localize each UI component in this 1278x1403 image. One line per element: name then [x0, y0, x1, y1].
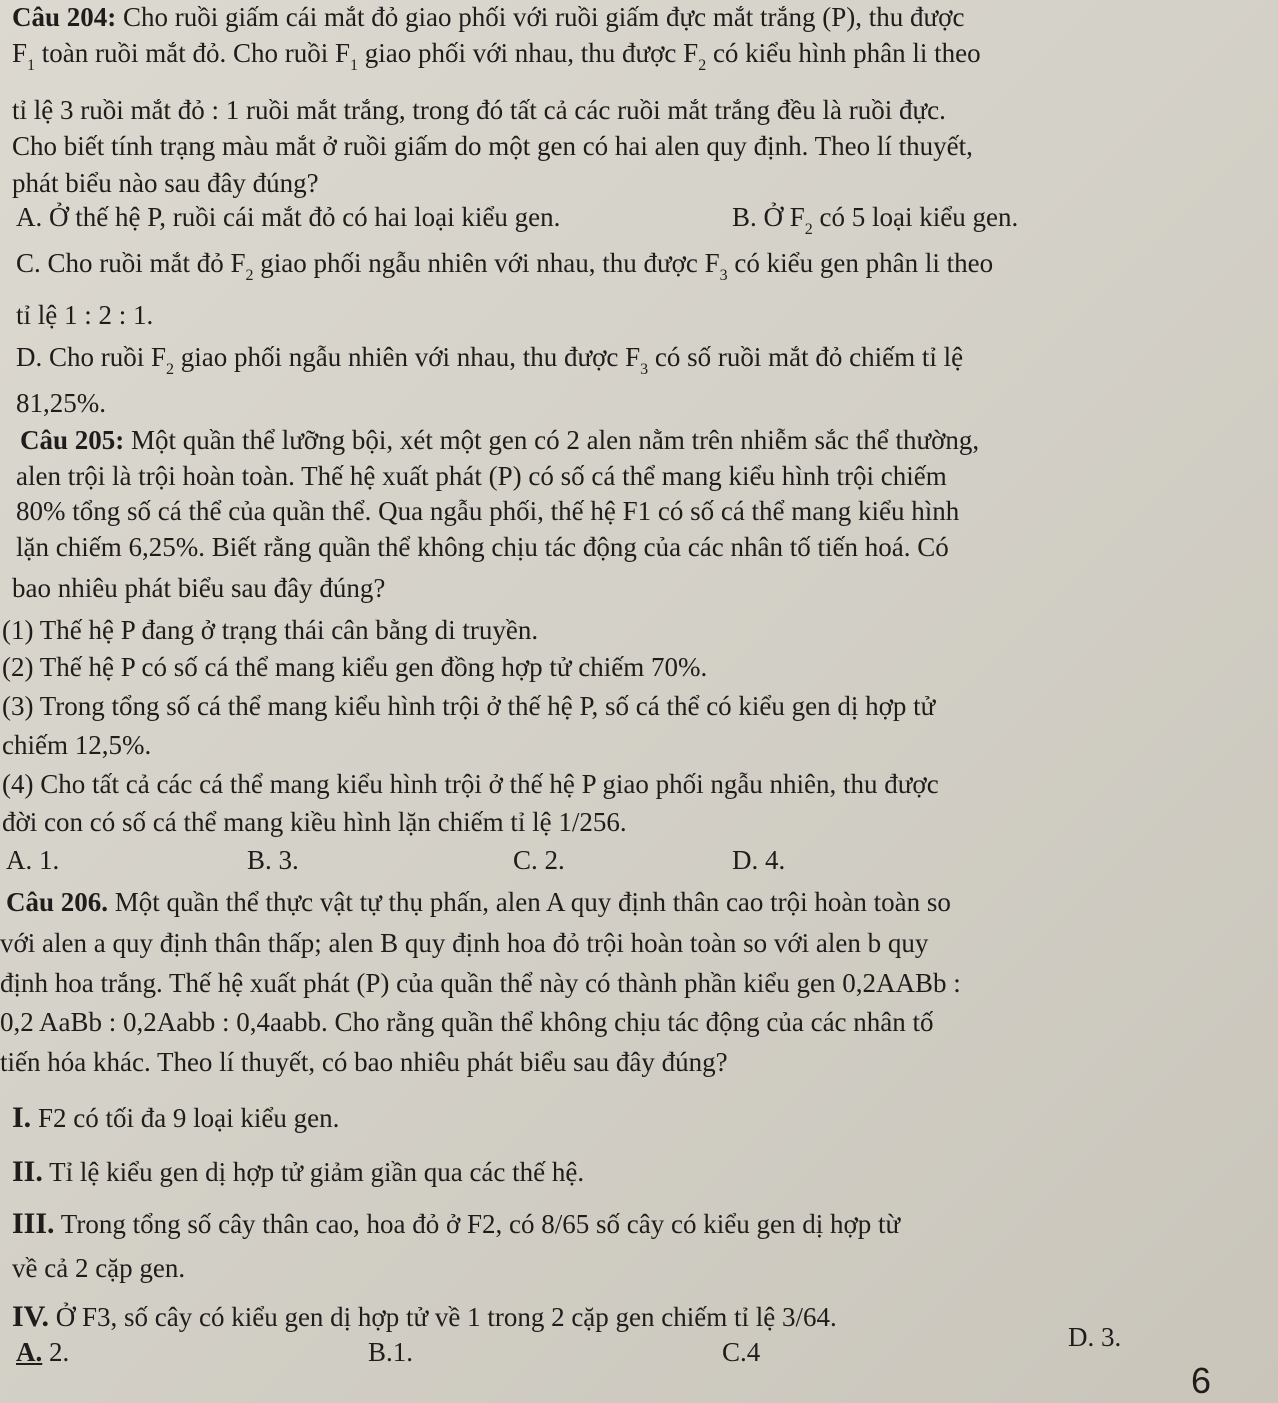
q205-line-4: lặn chiếm 6,25%. Biết rằng quần thể không chịu tác động của các nhân tố tiến hoá. Có [16, 532, 949, 562]
q204-line-5: phát biểu nào sau đây đúng? [12, 168, 319, 198]
q206-item-iii-cont: về cả 2 cặp gen. [12, 1253, 186, 1283]
q204-option-c: C. Cho ruồi mắt đỏ $F_2$ giao phối ngẫu nhiên với nhau, thu được $F_3$ có kiểu gen phân li theo [16, 248, 994, 284]
q205-answer-b: B. 3. [247, 845, 299, 875]
q205-statement-4-cont: đời con có số cá thể mang kiều hình lặn chiếm tỉ lệ 1/256. [2, 807, 627, 837]
q206-answer-c: C.4 [722, 1337, 761, 1367]
handwritten-page-number: 6 [1191, 1360, 1212, 1401]
q205-statement-1: (1) Thế hệ P đang ở trạng thái cân bằng di truyền. [2, 615, 539, 645]
q206-item-iii: III. Trong tổng số cây thân cao, hoa đỏ ở F2, có 8/65 số cây có kiểu gen dị hợp từ [12, 1207, 901, 1240]
q205-statement-4: (4) Cho tất cả các cá thể mang kiểu hình trội ở thế hệ P giao phối ngẫu nhiên, thu được [2, 769, 939, 799]
q206-answer-a: A. 2. [16, 1337, 70, 1367]
q206-item-i: I. F2 có tối đa 9 loại kiểu gen. [12, 1101, 340, 1134]
q204-option-c-cont: tỉ lệ 1 : 2 : 1. [16, 300, 154, 330]
q204-option-d: D. Cho ruồi $F_2$ giao phối ngẫu nhiên với nhau, thu được $F_3$ có số ruồi mắt đỏ chiếm tỉ lệ [16, 342, 964, 378]
q206-line-5: tiến hóa khác. Theo lí thuyết, có bao nhiêu phát biểu sau đây đúng? [0, 1047, 728, 1077]
q204-option-b: B. Ở $F_2$ có 5 loại kiểu gen. [732, 202, 1019, 238]
q205-line-5: bao nhiêu phát biểu sau đây đúng? [12, 573, 386, 603]
q205-statement-2: (2) Thế hệ P có số cá thể mang kiểu gen đồng hợp tử chiếm 70%. [2, 652, 708, 682]
q205-answer-c: C. 2. [513, 845, 565, 875]
q204-option-a: A. Ở thế hệ P, ruồi cái mắt đỏ có hai loại kiểu gen. [16, 202, 561, 232]
q205-answer-d: D. 4. [732, 845, 786, 875]
q206-answer-d: D. 3. [1068, 1322, 1122, 1352]
q205-statement-3: (3) Trong tổng số cá thể mang kiểu hình trội ở thế hệ P, số cá thể có kiểu gen dị hợp tử [2, 691, 936, 721]
q204-option-d-cont: 81,25%. [16, 388, 106, 418]
q204-line-2: $F_1$ toàn ruồi mắt đỏ. Cho ruồi $F_1$ giao phối với nhau, thu được $F_2$ có kiểu hình phân li theo [12, 38, 981, 74]
q205-line-3: 80% tổng số cá thể của quần thể. Qua ngẫu phối, thế hệ F1 có số cá thể mang kiểu hình [16, 496, 960, 526]
q205-line-1: Câu 205: Một quần thể lưỡng bội, xét một gen có 2 alen nằm trên nhiễm sắc thể thường, [20, 425, 980, 455]
q206-line-4: 0,2 AaBb : 0,2Aabb : 0,4aabb. Cho rằng quần thể không chịu tác động của các nhân tố [0, 1007, 934, 1037]
q206-line-3: định hoa trắng. Thế hệ xuất phát (P) của quần thể này có thành phần kiểu gen 0,2AABb : [0, 968, 961, 998]
q206-item-iii-num: III. [12, 1207, 55, 1240]
q206-line-1: Câu 206. Một quần thể thực vật tự thụ phấn, alen A quy định thân cao trội hoàn toàn so [6, 887, 951, 917]
q205-line-2: alen trội là trội hoàn toàn. Thế hệ xuất phát (P) có số cá thể mang kiểu hình trội chiếm [16, 461, 947, 491]
q205-statement-3-cont: chiếm 12,5%. [2, 730, 152, 760]
q206-answer-b: B.1. [368, 1337, 414, 1367]
q206-label: Câu 206. [6, 887, 109, 917]
q206-item-iv-num: IV. [12, 1300, 49, 1333]
q204-line-4: Cho biết tính trạng màu mắt ở ruồi giấm do một gen có hai alen quy định. Theo lí thuyết, [12, 131, 973, 161]
q206-item-iv: IV. Ở F3, số cây có kiểu gen dị hợp tử về 1 trong 2 cặp gen chiếm tỉ lệ 3/64. [12, 1300, 837, 1333]
q204-line-3: tỉ lệ 3 ruồi mắt đỏ : 1 ruồi mắt trắng, trong đó tất cả các ruồi mắt trắng đều là ruồi đực. [12, 95, 946, 125]
q206-item-ii-num: II. [12, 1155, 43, 1188]
q206-line-2: với alen a quy định thân thấp; alen B quy định hoa đỏ trội hoàn toàn so với alen b quy [0, 928, 929, 958]
q206-item-ii: II. Tỉ lệ kiểu gen dị hợp tử giảm giần qua các thế hệ. [12, 1155, 585, 1188]
q204-line-1 [12, 0, 1264, 34]
q205-answer-a: A. 1. [6, 845, 60, 875]
q205-label: Câu 205: [20, 425, 125, 455]
q204-text: Cho ruồi giấm cái mắt đỏ giao phối với ruồi giấm đực mắt trắng (P), thu được [123, 2, 965, 32]
q204-label: Câu 204: [12, 2, 117, 32]
q206-item-i-num: I. [12, 1101, 32, 1134]
